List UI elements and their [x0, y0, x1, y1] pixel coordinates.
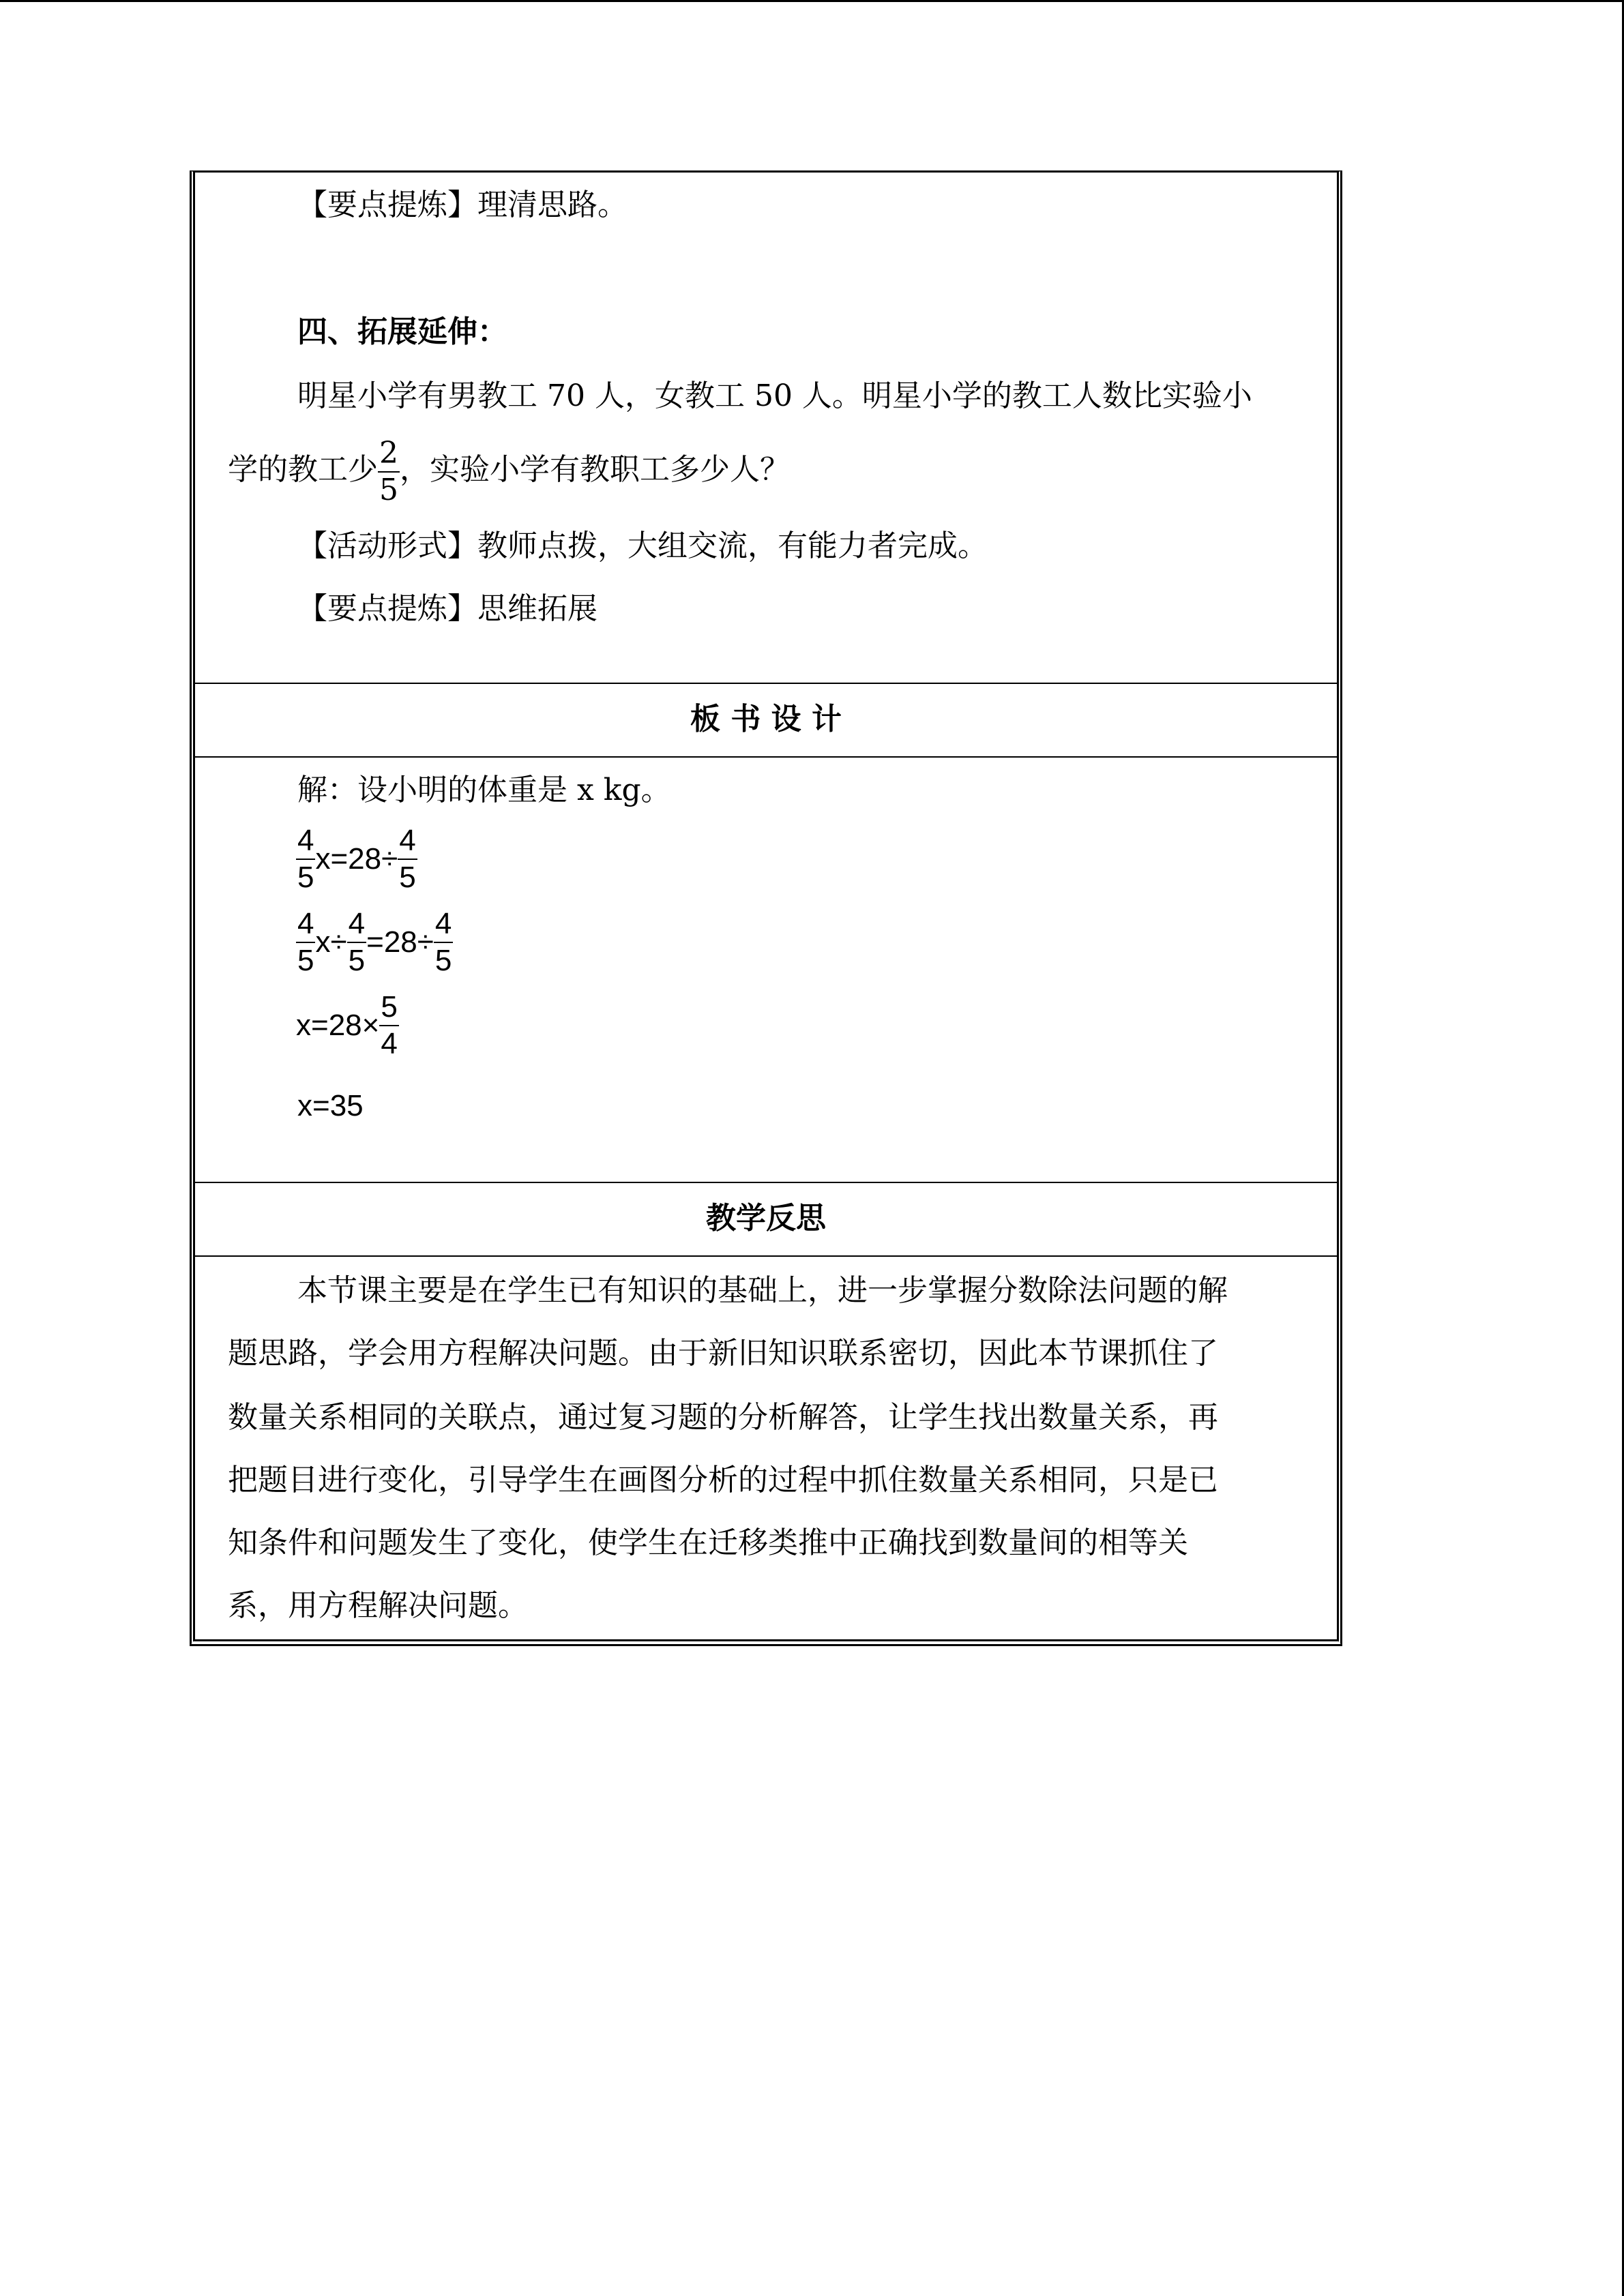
section-heading: 四、拓展延伸： — [297, 314, 507, 349]
key-point-2: 【要点提炼】思维拓展 — [297, 591, 597, 626]
reflection-title: 教学反思 — [706, 1201, 826, 1236]
fraction-numerator: 4 — [398, 823, 417, 860]
fraction-denominator: 5 — [379, 472, 398, 507]
fraction — [347, 906, 366, 979]
reflection-line: 题思路，学会用方程解决问题。由于新旧知识联系密切，因此本节课抓住了 — [228, 1336, 1218, 1371]
board-intro: 解：设小明的体重是 x kg。 — [297, 773, 671, 807]
equation-text: =28÷ — [366, 925, 434, 959]
equation-1 — [296, 823, 417, 895]
reflection-line: 数量关系相同的关联点，通过复习题的分析解答，让学生找出数量关系，再 — [228, 1400, 1218, 1435]
equation-2 — [296, 906, 453, 979]
lesson-plan-table — [190, 170, 1342, 1646]
fraction-denominator: 5 — [348, 944, 366, 977]
reflection-line: 本节课主要是在学生已有知识的基础上，进一步掌握分数除法问题的解 — [297, 1273, 1228, 1308]
problem-text-a: 学的教工少 — [228, 452, 378, 487]
fraction-numerator: 4 — [296, 823, 315, 860]
activity-form: 【活动形式】教师点拨，大组交流，有能力者完成。 — [297, 528, 988, 563]
fraction-denominator: 5 — [297, 861, 314, 894]
reflection-line: 知条件和问题发生了变化，使学生在迁移类推中正确找到数量间的相等关 — [228, 1525, 1188, 1560]
fraction-denominator: 4 — [381, 1027, 398, 1060]
equation-4: x=35 — [297, 1089, 364, 1122]
fraction-numerator: 2 — [378, 436, 400, 473]
equation-text: x=28× — [296, 1009, 380, 1042]
fraction — [434, 906, 453, 979]
problem-text-b: ，实验小学有教职工多少人？ — [400, 452, 790, 487]
problem-line-1: 明星小学有男教工 70 人，女教工 50 人。明星小学的教工人数比实验小 — [297, 378, 1252, 413]
equation-text: x=28÷ — [315, 842, 398, 876]
fraction-numerator: 4 — [296, 906, 315, 943]
fraction-denominator: 5 — [399, 861, 416, 894]
fraction — [296, 906, 315, 979]
fraction-numerator: 5 — [379, 989, 398, 1026]
divider — [195, 1255, 1337, 1257]
fraction — [379, 989, 398, 1062]
equation-3 — [296, 989, 399, 1062]
page-edge-top — [0, 0, 1624, 2]
equation-text: x÷ — [315, 925, 347, 959]
fraction-denominator: 5 — [297, 944, 314, 977]
key-point-1: 【要点提炼】理清思路。 — [297, 188, 628, 222]
fraction-numerator: 4 — [434, 906, 453, 943]
fraction-numerator: 4 — [347, 906, 366, 943]
fraction-denominator: 5 — [434, 944, 452, 977]
fraction — [296, 823, 315, 895]
fraction — [398, 823, 417, 895]
fraction-two-fifths — [378, 436, 400, 508]
problem-line-2 — [228, 434, 790, 505]
board-design-title: 板 书 设 计 — [690, 702, 842, 736]
reflection-line: 把题目进行变化，引导学生在画图分析的过程中抓住数量关系相同，只是已 — [228, 1463, 1218, 1497]
reflection-line: 系，用方程解决问题。 — [228, 1588, 528, 1623]
divider — [195, 756, 1337, 758]
